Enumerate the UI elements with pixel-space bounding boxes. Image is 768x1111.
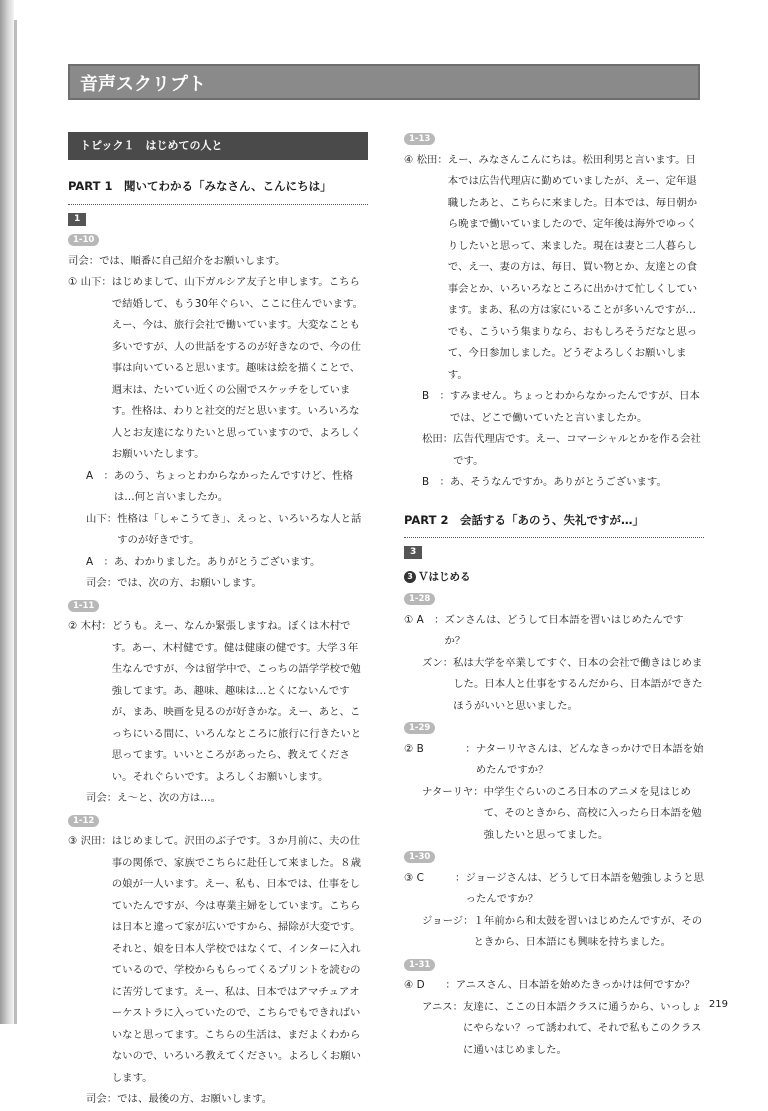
speaker: 司会： <box>86 792 118 804</box>
sub-heading-text: Ｖはじめる <box>418 570 471 583</box>
script-line <box>68 272 368 466</box>
script-line <box>68 788 368 810</box>
page-title-banner <box>68 64 700 100</box>
utterance: あ、そうなんですか。ありがとうございます。 <box>449 476 667 488</box>
speaker: ① A ： <box>404 613 445 626</box>
utterance: 私は大学を卒業してすぐ、日本の会社で働きはじめました。日本人と仕事をするんだから、日本語ができたほうがいいと思いました。 <box>453 656 703 712</box>
utterance: 性格は「しゃこうてき」、えっと、いろいろな人と話すのが好きです。 <box>117 512 362 546</box>
track-label: 1-11 <box>68 600 99 612</box>
sub-heading <box>404 567 704 589</box>
speaker: 山下： <box>86 512 118 525</box>
utterance: え〜と、次の方は…。 <box>117 792 222 804</box>
script-line <box>68 831 368 1089</box>
speaker: ナターリヤ： <box>422 785 484 798</box>
script-line <box>404 386 704 429</box>
section-tag: 1 <box>68 213 86 226</box>
track-label: 1-31 <box>404 959 435 971</box>
speaker: 司会： <box>68 254 100 267</box>
script-line <box>68 552 368 574</box>
script-line <box>404 610 704 653</box>
part2-heading: PART 2 会話する「あのう、失礼ですが…」 <box>404 510 704 539</box>
script-line <box>404 150 704 387</box>
speaker: B ： <box>422 476 450 488</box>
left-column <box>68 128 368 1111</box>
utterance: では、順番に自己紹介をお願いします。 <box>99 254 286 267</box>
utterance: あ、わかりました。ありがとうございます。 <box>113 555 321 568</box>
speaker: ② B ： <box>404 742 476 755</box>
utterance: えー、みなさんこんにちは。松田利男と言います。日本では広告代理店に勤めていましたが、えー、定年退職したあと、こちらに来ました。日本では、毎日朝から晩まで働いていましたので、定年後は海外でゆっくりしたいと思って、来ました。現在は妻と二人暮らしで、え一、妻の方は、毎日、買い物とか、友達との食事会とか、いろいろなところに出かけて忙しくしています。まあ、私の方は家にいることが多いんですが…でも、こういう集まりなら、おもしろそうだなと思って、今日参加しました。どうぞよろしくお願いします。 <box>447 153 698 381</box>
script-line <box>68 573 368 595</box>
script-line <box>404 739 704 782</box>
script-line <box>68 616 368 788</box>
speaker: ② 木村： <box>68 620 112 632</box>
utterance: では、次の方、お願いします。 <box>117 577 262 589</box>
utterance: 友達に、ここの日本語クラスに通うから、いっしょにやらない？って誘われて、それで私もこのクラスに通いはじめました。 <box>463 1000 702 1056</box>
track-label: 1-13 <box>404 133 435 145</box>
utterance: では、最後の方、お願いします。 <box>117 1093 273 1105</box>
speaker: A ： <box>86 555 114 568</box>
script-line <box>68 251 368 273</box>
speaker: 松田： <box>422 433 454 445</box>
speaker: ③ C ： <box>404 871 466 884</box>
track-label: 1-28 <box>404 593 435 605</box>
script-line <box>404 997 704 1062</box>
speaker: ③ 沢田： <box>68 835 112 847</box>
speaker: B ： <box>422 390 450 402</box>
script-line <box>404 868 704 911</box>
utterance: ナターリヤさんは、どんなきっかけで日本語を始めたんですか？ <box>475 742 704 776</box>
number-circle-icon: 3 <box>404 571 416 583</box>
utterance: 中学生ぐらいのころ日本のアニメを見はじめて、そのときから、高校に入ったら日本語を勉強したいと思ってました。 <box>483 785 702 841</box>
script-line <box>404 429 704 472</box>
speaker: ジョージ： <box>422 914 474 927</box>
speaker: アニス： <box>422 1000 464 1013</box>
utterance: ジョージさんは、どうして日本語を勉強しようと思ったんですか？ <box>465 871 705 905</box>
page-number: 219 <box>708 999 728 1010</box>
section-tag: 3 <box>404 546 422 559</box>
utterance: ズンさんは、どうして日本語を習いはじめたんですか？ <box>444 613 684 647</box>
page-title: 音声スクリプト <box>80 74 206 95</box>
utterance: 広告代理店です。えー、コマーシャルとかを作る会社です。 <box>453 433 701 467</box>
track-label: 1-10 <box>68 234 99 246</box>
utterance: はじめまして、山下ガルシア友子と申します。こちらで結婚して、もう30年ぐらい、ここに住んでいます。えー、今は、旅行会社で働いています。大変なことも多いですが、人の世話をするのが好きなので、今の仕事は向いていると思います。趣味は絵を描くことで、週末は、たいてい近くの公園でスケッチをしています。性格は、わりと社交的だと思います。いろいろな人とお友達になりたいと思っていますので、よろしくお願いいたします。 <box>111 276 363 460</box>
script-line <box>404 472 704 494</box>
book-binding-shadow <box>0 0 14 1024</box>
script-line <box>68 1089 368 1111</box>
speaker: 司会： <box>86 577 118 589</box>
track-label: 1-30 <box>404 851 435 863</box>
part1-heading: PART 1 聞いてわかる「みなさん、こんにちは」 <box>68 176 368 205</box>
utterance: はじめまして。沢田のぶ子です。３か月前に、夫の仕事の関係で、家族でこちらに赴任して来ました。８歳の娘が一人います。えー、私も、日本では、仕事をしていたんですが、今は専業主婦をしています。こちらは日本と違って家が広いですから、掃除が大変です。それと、娘を日本人学校ではなくて、インターに入れているので、学校からもらってくるプリントを読むのに苦労してます。えー、私は、日本ではアマチュアオーケストラに入っていたので、こちらでもできればいいなと思ってます。こちらの生活は、まだよくわからないので、いろいろ教えてください。よろしくお願いします。 <box>111 835 361 1084</box>
script-line <box>404 653 704 718</box>
script-line <box>404 911 704 954</box>
utterance: あのう、ちょっとわからなかったんですけど、性格は…何と言いましたか。 <box>113 469 353 503</box>
script-line <box>68 509 368 552</box>
book-binding-edge <box>14 20 17 1024</box>
speaker: ④ D ： <box>404 979 456 991</box>
speaker: ④ 松田： <box>404 153 448 166</box>
speaker: ① 山下： <box>68 276 112 288</box>
track-label: 1-29 <box>404 722 435 734</box>
speaker: 司会： <box>86 1093 118 1105</box>
utterance: すみません。ちょっとわからなかったんですが、日本では、どこで働いていたと言いましたか。 <box>449 390 700 424</box>
speaker: A ： <box>86 469 114 482</box>
track-label: 1-12 <box>68 815 99 827</box>
speaker: ズン： <box>422 656 454 669</box>
utterance: アニスさん、日本語を始めたきっかけは何ですか？ <box>455 979 695 991</box>
right-column <box>404 128 704 1061</box>
script-line <box>404 975 704 997</box>
script-line <box>68 466 368 509</box>
script-line <box>404 782 704 847</box>
utterance: １年前から和太鼓を習いはじめたんですが、そのときから、日本語にも興味を持ちました。 <box>473 914 703 948</box>
utterance: どうも。えー、なんか緊張しますね。ぼくは木村です。あー、木村健です。健は健康の健です。大学３年生なんですが、今は留学中で、こっちの語学学校で勉強してます。あ、趣味、趣味は…とくにないんですが、まあ、映画を見るのが好きかな。えー、あと、こっちにいる間に、いろんなところに旅行に行きたいと思ってます。いいところがあったら、教えてください。それぐらいです。よろしくお願いします。 <box>111 620 362 783</box>
topic-heading: トピック１ はじめての人と <box>68 132 368 160</box>
